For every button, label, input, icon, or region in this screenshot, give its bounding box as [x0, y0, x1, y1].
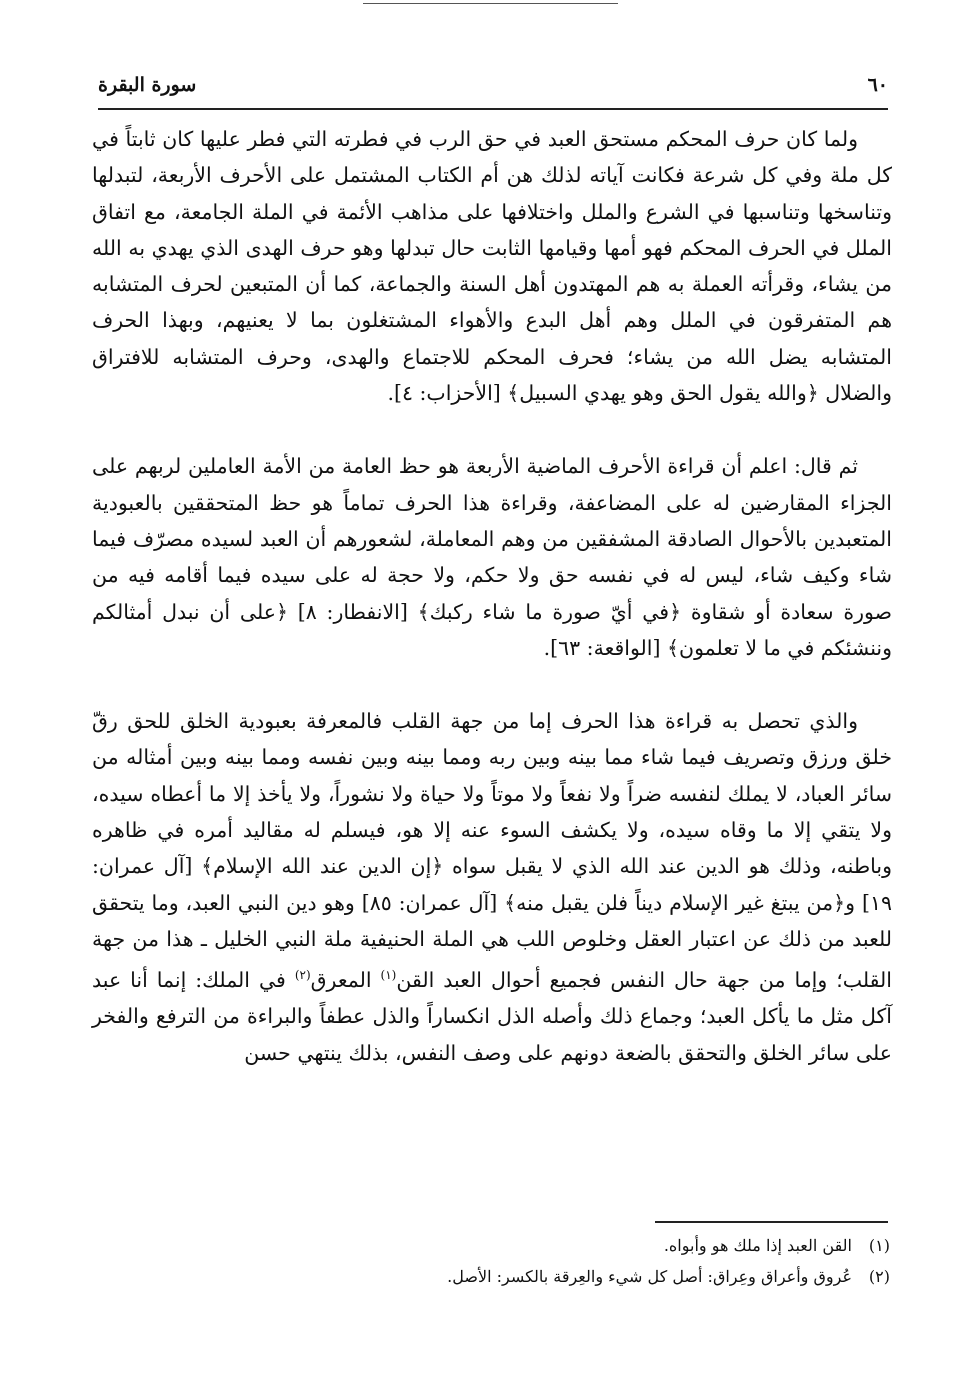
footnote-ref-2[interactable]: (٢): [294, 968, 311, 983]
footnote-2: [180, 1261, 890, 1292]
footnote-divider: [655, 1221, 888, 1223]
paragraph-3-text-c: في الملك: إنما أنا عبد آكل مثل ما يأكل العبد؛ وجماع ذلك وأصله الذل انكساراً والذل عطفاً والبراءة من الترفع والفخر على سائر الخلق والتحقق بالضعة دونهم على وصف النفس، بذلك ينتهي حسن: [92, 968, 892, 1065]
paragraph-3: [92, 703, 892, 1071]
paragraph-2: ثم قال: اعلم أن قراءة الأحرف الماضية الأربعة هو حظ العامة من الأمة العاملين لربهم على الجزاء المقارضين له على المضاعفة، وقراءة هذا الحرف تماماً هو حظ المتحققين بالعبودية المتعبدين بالأحوال الصادقة المشفقين من وهم المعاملة، لشعورهم أن العبد لسيده مصرّف فيما شاء وكيف شاء، ليس له في نفسه حق ولا حكم، ولا حجة له على سيده فيما أقامه فيه من صورة سعادة أو شقاوة ﴿في أيّ صورة ما شاء ركبك﴾ [الانفطار: ٨] ﴿على أن نبدل أمثالكم وننشئكم في ما لا تعلمون﴾ [الواقعة: ٦٣].: [92, 454, 892, 660]
footnote-1-number: (١): [868, 1236, 890, 1255]
footnotes: [180, 1230, 890, 1292]
footnote-ref-1[interactable]: (١): [380, 968, 397, 983]
footnote-1-text: القن العبد إذا ملك هو وأبواه.: [663, 1236, 852, 1255]
paragraph-3-text-a: والذي تحصل به قراءة هذا الحرف إما من جهة القلب فالمعرفة بعبودية الخلق للحق رقّ خلق ورزق وتصريف فيما شاء مما بينه وبين ربه ومما بينه وبين نفسه ومما بينه وبين أمثاله من سائر العباد، لا يملك لنفسه ضراً ولا نفعاً ولا موتاً ولا حياة ولا نشوراً، ولا يأخذ إلا ما أعطاه سيده، ولا يتقي إلا ما وقاه سيده، ولا يكشف السوء عنه إلا هو، فيسلم له مقاليد أمره في ظاهره وباطنه، وذلك هو الدين عند الله الذي لا يقبل سواه ﴿إن الدين عند الله الإسلام﴾ [آل عمران: ١٩] و﴿من يبتغ غير الإسلام ديناً فلن يقبل منه﴾ [آل عمران: ٨٥] وهو دين النبي العبد، وما يتحقق للعبد من ذلك عن اعتبار العقل وخلوص اللب هي الملة الحنيفية ملة النبي الخليل ـ هذا من جهة القلب؛ وإما من جهة حال النفس فجميع أحوال العبد القن: [92, 709, 892, 993]
page-header: [98, 74, 888, 106]
paragraph-1: ولما كان حرف المحكم مستحق العبد في حق الرب في فطرته التي فطر عليها كان ثابتاً في كل ملة وفي كل شرعة فكانت آياته لذلك هن أم الكتاب المشتمل على الأحرف الأربعة، لتبدلها وتناسخها وتناسبها في الشرع والملل واختلافها على مذاهب الأئمة في الملة الجامعة، مع اتفاق الملل في الحرف المحكم فهو أمها وقيامها الثابت حال تبدلها وهو حرف الهدى الذي يهدي به الله من يشاء، وقرأته العملة به هم المهتدون أهل السنة والجماعة، كما أن المتبعين لحرف المتشابه هم المتفرقون في الملل وهم أهل البدع والأهواء المشتغلون بما لا يعنيهم، وبهذا الحرف المتشابه يضل الله من يشاء؛ فحرف المحكم للاجتماع والهدى، وحرف المتشابه للافتراق والضلال ﴿والله يقول الحق وهو يهدي السبيل﴾ [الأحزاب: ٤].: [92, 127, 892, 406]
footnote-1: [180, 1230, 890, 1261]
top-edge-rule: [363, 3, 618, 4]
running-title: سورة البقرة: [98, 74, 197, 96]
paragraph-3-text-b: المعرق: [310, 968, 381, 993]
main-text: [92, 121, 892, 1071]
footnote-2-number: (٢): [868, 1267, 890, 1286]
header-divider: [98, 108, 888, 110]
footnote-2-text: عُروق وأعراق وعِراق: أصل كل شيء والعِرقة بالكسر: الأصل.: [447, 1267, 852, 1286]
page-number: ٦٠: [867, 74, 888, 96]
